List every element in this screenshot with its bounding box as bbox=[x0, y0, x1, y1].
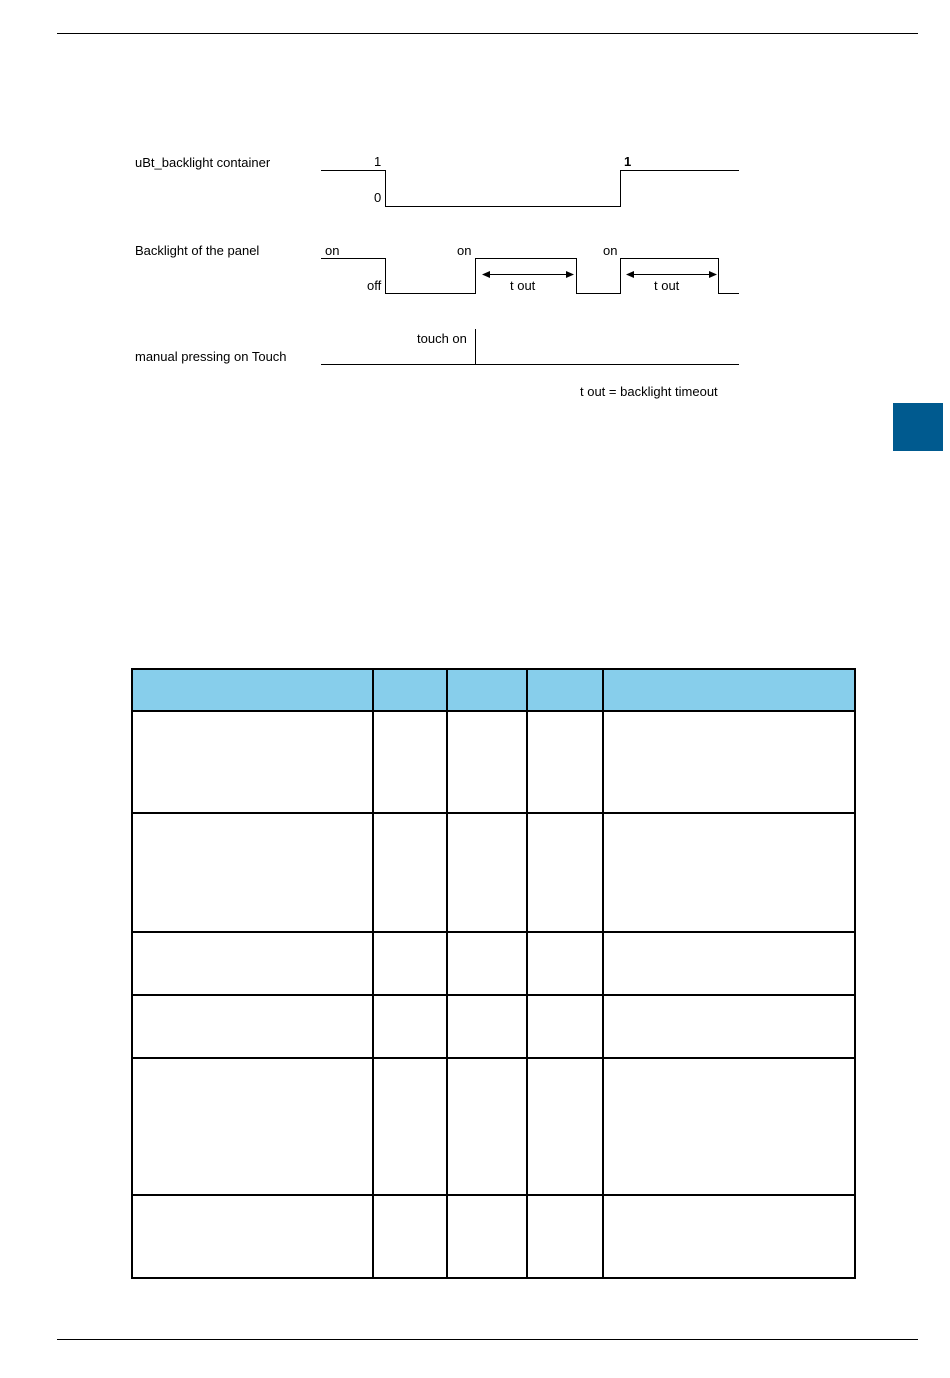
arrowhead-right-2 bbox=[709, 271, 717, 278]
table-header-cell bbox=[527, 669, 603, 711]
table-cell bbox=[603, 711, 855, 813]
table-cell bbox=[373, 711, 447, 813]
table-cell bbox=[603, 813, 855, 932]
table-cell bbox=[527, 1195, 603, 1278]
table-cell bbox=[603, 995, 855, 1058]
container-waveform bbox=[321, 171, 739, 207]
table-header-cell bbox=[447, 669, 527, 711]
table-cell bbox=[132, 711, 373, 813]
table-cell bbox=[527, 711, 603, 813]
table-row bbox=[132, 932, 855, 995]
table-cell bbox=[373, 813, 447, 932]
level-label-backlight-off: off bbox=[367, 278, 382, 293]
diagram-footnote: t out = backlight timeout bbox=[580, 384, 718, 399]
level-label-container-1: 1 bbox=[374, 154, 382, 169]
tout-label-2: t out bbox=[654, 278, 680, 293]
level-label-backlight-on-2: on bbox=[457, 243, 472, 258]
footer-rule bbox=[57, 1339, 918, 1340]
table-header-cell bbox=[603, 669, 855, 711]
table-cell bbox=[603, 932, 855, 995]
table-cell bbox=[373, 995, 447, 1058]
table-header-row bbox=[132, 669, 855, 711]
level-label-container-0: 0 bbox=[374, 190, 382, 205]
table-cell bbox=[603, 1058, 855, 1195]
table-cell bbox=[373, 1195, 447, 1278]
level-label-backlight-on-3: on bbox=[603, 243, 618, 258]
table-row bbox=[132, 995, 855, 1058]
table-cell bbox=[447, 995, 527, 1058]
signal-label-touch: manual pressing on Touch bbox=[135, 349, 287, 364]
table-cell bbox=[447, 932, 527, 995]
arrowhead-right-1 bbox=[566, 271, 574, 278]
table-cell bbox=[603, 1195, 855, 1278]
table-cell bbox=[447, 813, 527, 932]
table-row bbox=[132, 1195, 855, 1278]
table-row bbox=[132, 711, 855, 813]
table-cell bbox=[132, 1058, 373, 1195]
table-cell bbox=[132, 995, 373, 1058]
level-label-backlight-on: on bbox=[325, 243, 340, 258]
timing-diagram bbox=[0, 0, 950, 420]
table-header-cell bbox=[132, 669, 373, 711]
arrowhead-left-2 bbox=[626, 271, 634, 278]
table-cell bbox=[527, 995, 603, 1058]
tout-label-1: t out bbox=[510, 278, 536, 293]
table-cell bbox=[132, 932, 373, 995]
arrowhead-left-1 bbox=[482, 271, 490, 278]
table-cell bbox=[132, 1195, 373, 1278]
table-cell bbox=[132, 813, 373, 932]
table-cell bbox=[373, 1058, 447, 1195]
event-label-touch-on: touch on bbox=[417, 331, 467, 346]
table-cell bbox=[447, 1058, 527, 1195]
table-cell bbox=[447, 1195, 527, 1278]
table-cell bbox=[447, 711, 527, 813]
table-cell bbox=[527, 1058, 603, 1195]
table-row bbox=[132, 1058, 855, 1195]
table-cell bbox=[373, 932, 447, 995]
table-header-cell bbox=[373, 669, 447, 711]
parameter-table bbox=[131, 668, 856, 1279]
table-cell bbox=[527, 813, 603, 932]
signal-label-container: uBt_backlight container bbox=[135, 155, 271, 170]
signal-label-backlight: Backlight of the panel bbox=[135, 243, 260, 258]
table-cell bbox=[527, 932, 603, 995]
level-label-container-1b: 1 bbox=[624, 154, 632, 169]
table-row bbox=[132, 813, 855, 932]
